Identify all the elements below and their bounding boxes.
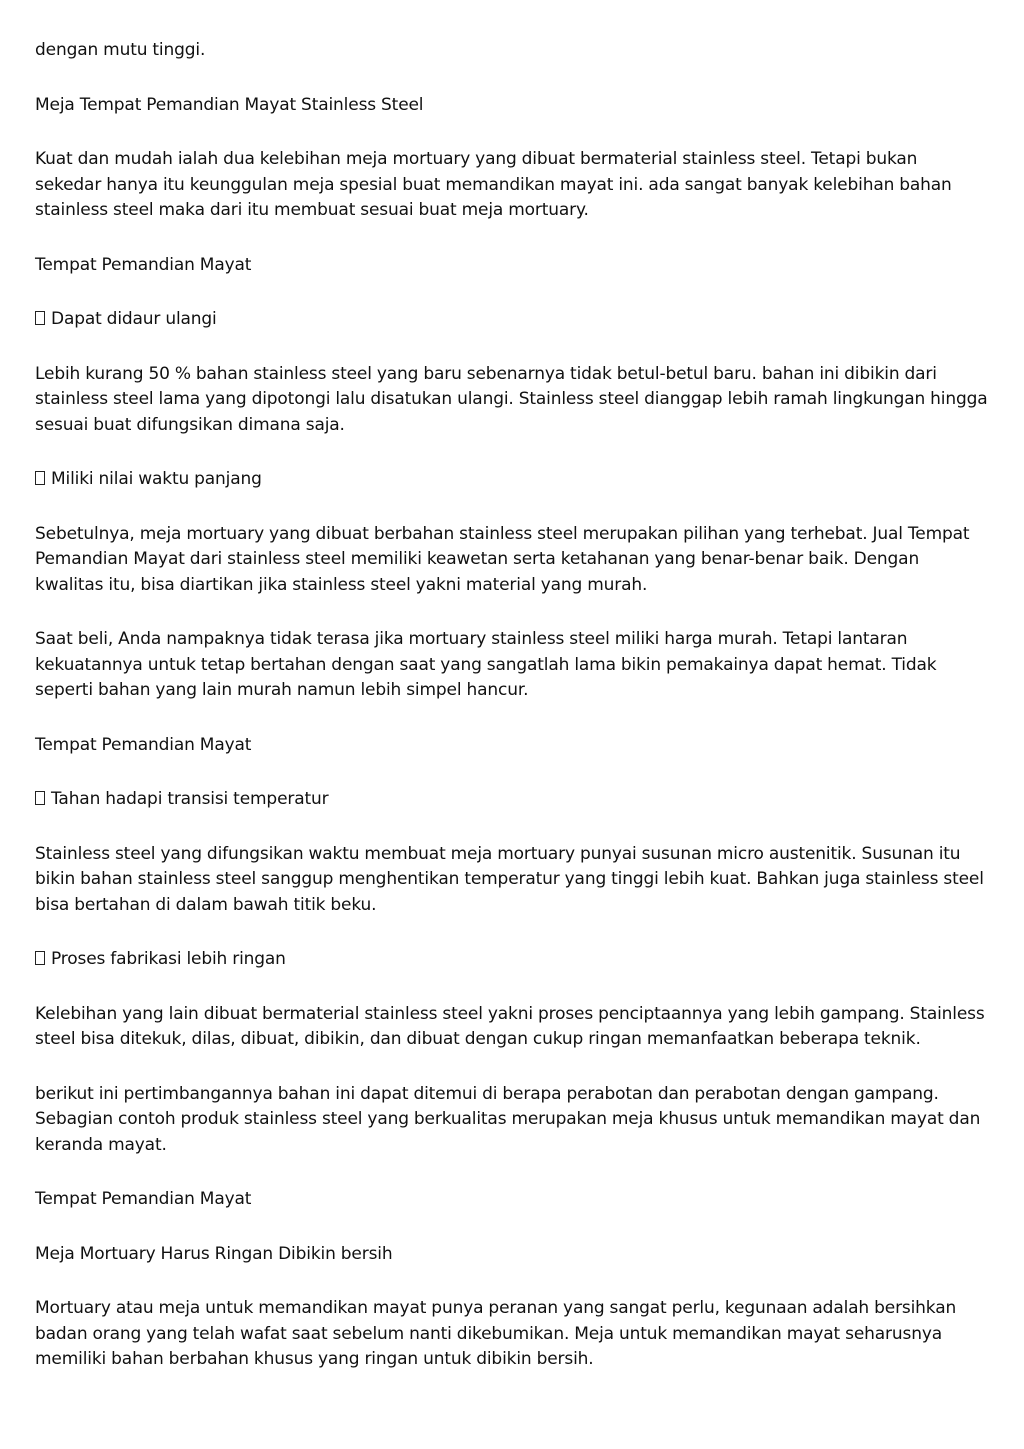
section-heading: Tempat Pemandian Mayat	[35, 1189, 252, 1209]
bullet-item: Tahan hadapi transisi temperatur	[35, 787, 988, 813]
bullet-box-icon	[35, 951, 45, 965]
section-heading: Tempat Pemandian Mayat	[35, 254, 252, 275]
bullet-box-icon	[35, 791, 45, 805]
paragraph: Sebetulnya, meja mortuary yang dibuat berbahan stainless steel merupakan pilihan yang terhebat. Jual Tempat Pemandian Mayat dari stainless steel memiliki keawetan serta ketahanan yang benar-benar baik. Dengan kwalitas itu, bisa diartikan jika stainless steel yakni material yang murah.	[35, 523, 970, 595]
section-heading: Meja Tempat Pemandian Mayat Stainless Steel	[35, 94, 424, 115]
paragraph: Kuat dan mudah ialah dua kelebihan meja mortuary yang dibuat bermaterial stainless steel. Tetapi bukan sekedar hanya itu keunggulan meja spesial buat memandikan mayat ini. ada sangat banyak kelebihan bahan stainless steel maka dari itu membuat sesuai buat meja mortuary.	[35, 149, 952, 220]
paragraph: Mortuary atau meja untuk memandikan mayat punya peranan yang sangat perlu, kegunaan adalah bersihkan badan orang yang telah wafat saat sebelum nanti dikebumikan. Meja untuk memandikan mayat seharusnya memiliki bahan berbahan khusus yang ringan untuk dibikin bersih.	[35, 1298, 957, 1369]
bullet-box-icon	[35, 311, 45, 325]
paragraph: Kelebihan yang lain dibuat bermaterial stainless steel yakni proses penciptaannya yang lebih gampang. Stainless steel bisa ditekuk, dilas, dibuat, dibikin, dan dibuat dengan cukup ringan memanfaatkan beberapa teknik.	[35, 1003, 985, 1049]
section-heading: Meja Mortuary Harus Ringan Dibikin bersih	[35, 1243, 393, 1264]
bullet-box-icon	[35, 471, 45, 485]
paragraph: Stainless steel yang difungsikan waktu membuat meja mortuary punyai susunan micro austenitik. Susunan itu bikin bahan stainless steel sanggup menghentikan temperatur yang tinggi lebih kuat. Bahkan juga stainless steel bisa bertahan di dalam bawah titik beku.	[35, 843, 984, 915]
bullet-item: Proses fabrikasi lebih ringan	[35, 947, 988, 973]
section-heading: Tempat Pemandian Mayat	[35, 734, 252, 755]
paragraph: Saat beli, Anda nampaknya tidak terasa jika mortuary stainless steel miliki harga murah. Tetapi lantaran kekuatannya untuk tetap bertahan dengan saat yang sangatlah lama bikin pemakainya dapat hemat. Tidak seperti bahan yang lain murah namun lebih simpel hancur.	[35, 629, 937, 700]
bullet-item: Dapat didaur ulangi	[35, 307, 988, 333]
paragraph: Lebih kurang 50 % bahan stainless steel yang baru sebenarnya tidak betul-betul baru. bahan ini dibikin dari stainless steel lama yang dipotongi lalu disatukan ulangi. Stainless steel dianggap lebih ramah lingkungan hingga sesuai buat difungsikan dimana saja.	[35, 363, 988, 435]
paragraph: berikut ini pertimbangannya bahan ini dapat ditemui di berapa perabotan dan perabotan dengan gampang. Sebagian contoh produk stainless steel yang berkualitas merupakan meja khusus untuk memandikan mayat dan keranda mayat.	[35, 1083, 981, 1155]
paragraph: dengan mutu tinggi.	[35, 40, 206, 60]
bullet-item: Miliki nilai waktu panjang	[35, 467, 988, 493]
